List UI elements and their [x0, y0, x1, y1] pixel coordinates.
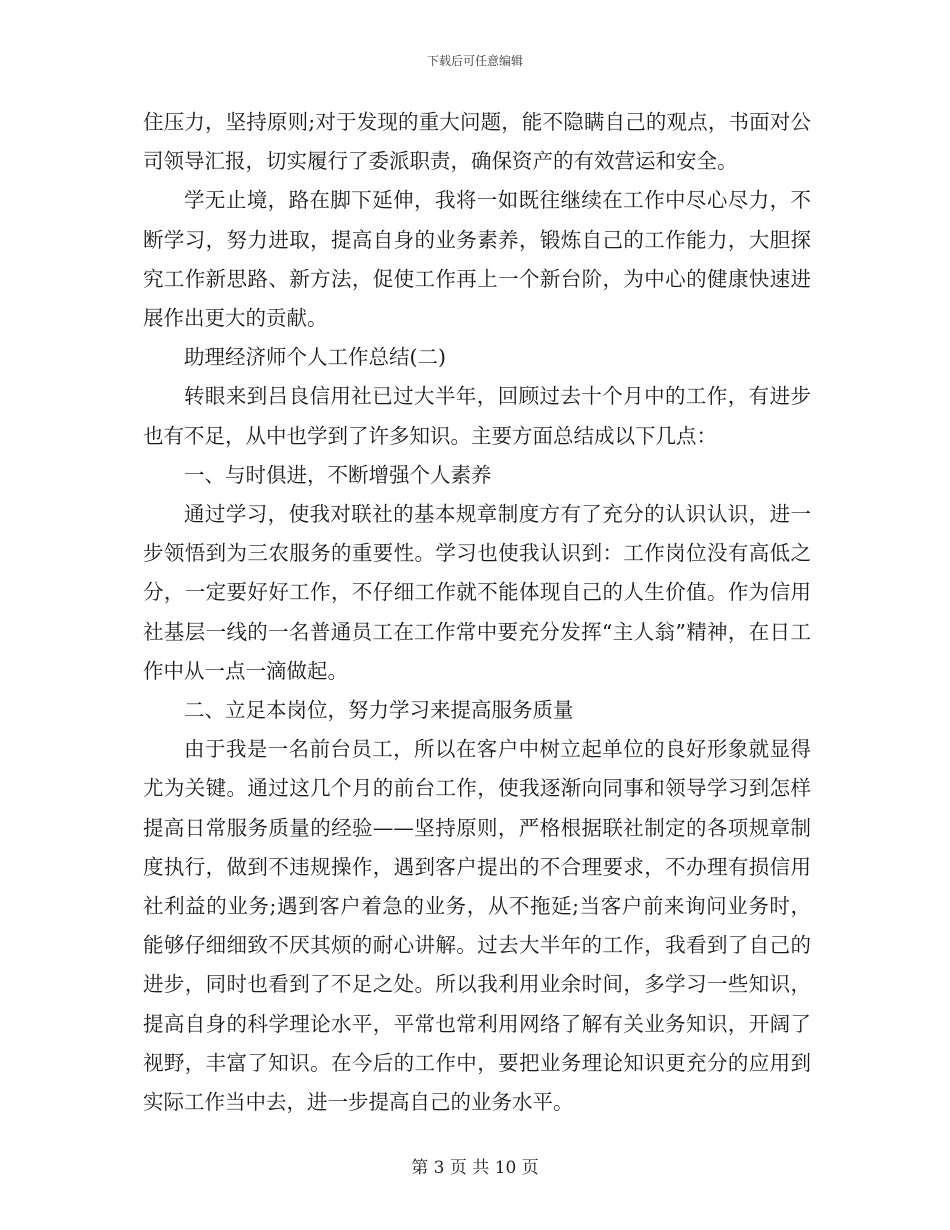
paragraph: 学无止境，路在脚下延伸，我将一如既往继续在工作中尽心尽力，不断学习，努力进取，提高自身的业务素养，锻炼自己的工作能力，大胆探究工作新思路、新方法，促使工作再上一个新台阶，为中心的健康快速进展作出更大的贡献。 [143, 188, 811, 331]
document-body [143, 103, 811, 1122]
paragraph: 转眼来到吕良信用社已过大半年，回顾过去十个月中的工作，有进步也有不足，从中也学到了许多知识。主要方面总结成以下几点： [143, 384, 811, 448]
paragraph-continuation: 住压力，坚持原则;对于发现的重大问题，能不隐瞒自己的观点，书面对公司领导汇报，切实履行了委派职责，确保资产的有效营运和安全。 [143, 110, 811, 174]
section-heading: 二、立足本岗位，努力学习来提高服务质量 [184, 698, 574, 723]
page-header: 下载后可任意编辑 [426, 54, 523, 68]
paragraph: 由于我是一名前台员工，所以在客户中树立起单位的良好形象就显得尤为关键。通过这几个月的前台工作，使我逐渐向同事和领导学习到怎样提高日常服务质量的经验——坚持原则，严格根据联社制定的各项规章制度执行，做到不违规操作，遇到客户提出的不合理要求，不办理有损信用社利益的业务;遇到客户着急的业务，从不拖延;当客户前来询问业务时，能够仔细细致不厌其烦的耐心讲解。过去大半年的工作，我看到了自己的进步，同时也看到了不足之处。所以我利用业余时间，多学习一些知识，提高自身的科学理论水平，平常也常利用网络了解有关业务知识，开阔了视野，丰富了知识。在今后的工作中，要把业务理论知识更充分的应用到实际工作当中去，进一步提高自己的业务水平。 [143, 737, 811, 1115]
section-heading: 一、与时俱进，不断增强个人素养 [184, 462, 492, 487]
section-title: 助理经济师个人工作总结(二) [184, 345, 446, 370]
paragraph: 通过学习，使我对联社的基本规章制度方有了充分的认识认识，进一步领悟到为三农服务的重要性。学习也使我认识到：工作岗位没有高低之分，一定要好好工作，不仔细工作就不能体现自己的人生价值。作为信用社基层一线的一名普通员工在工作常中要充分发挥“主人翁”精神，在日工作中从一点一滴做起。 [143, 502, 811, 683]
page-number: 第 3 页 共 10 页 [411, 1158, 539, 1178]
